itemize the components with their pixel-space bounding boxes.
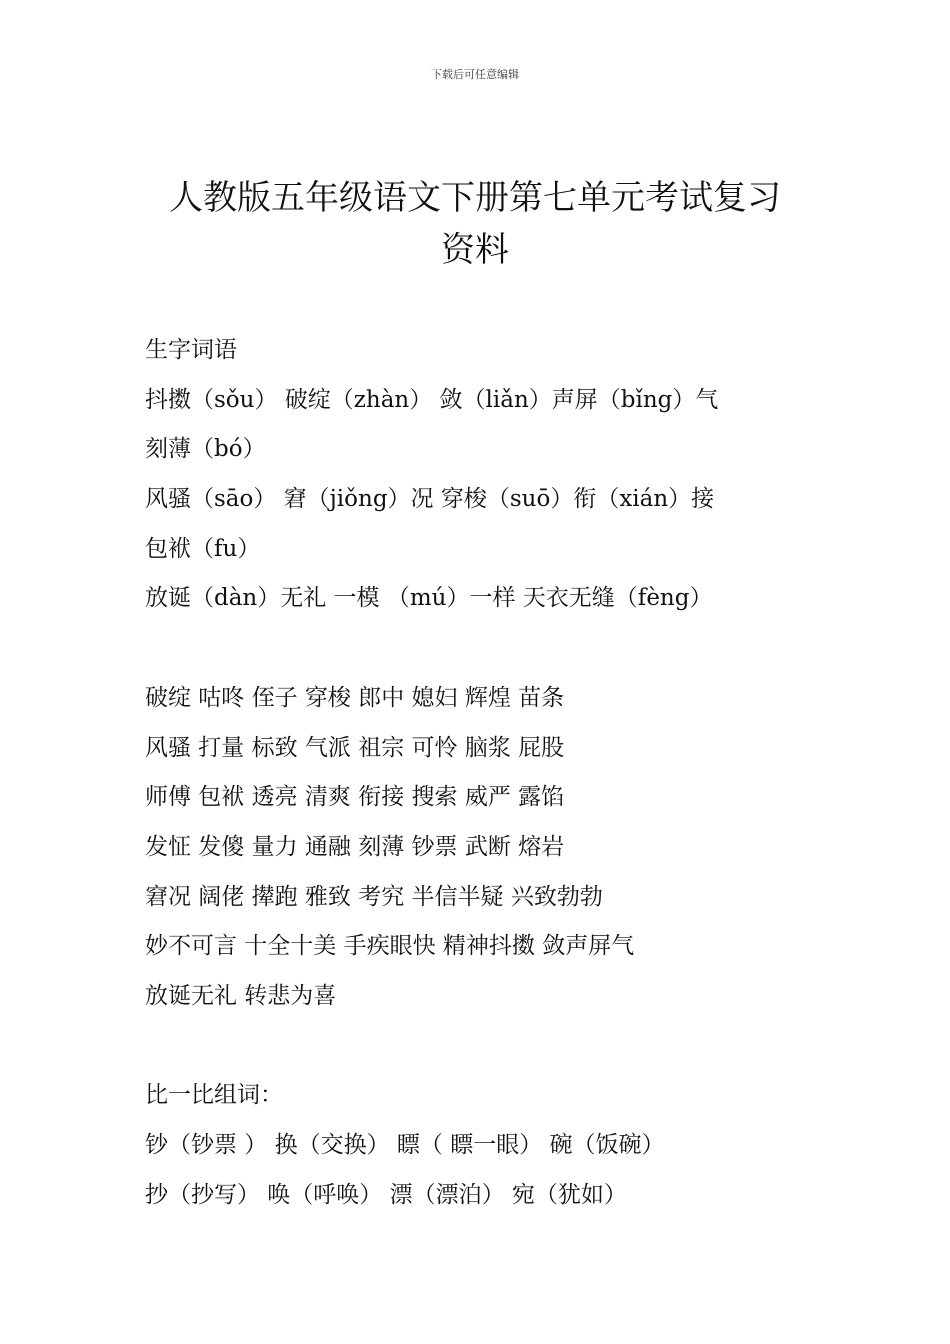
spacer [145,1022,825,1072]
pinyin-line: 风骚（sāo） 窘（jiǒng）况 穿梭（suō）衔（xián）接 [145,486,715,513]
pinyin-line: 刻薄（bó） [145,436,266,463]
document-title-line-2: 资料 [441,230,509,270]
pinyin-line: 抖擞（sǒu） 破绽（zhàn） 敛（liǎn）声屏（bǐng）气 [145,386,719,413]
word-list-line: 妙不可言 十全十美 手疾眼快 精神抖擞 敛声屏气 [145,933,635,960]
word-list-line: 破绽 咕咚 侄子 穿梭 郎中 媳妇 辉煌 苗条 [145,684,565,711]
word-list-line: 放诞无礼 转悲为喜 [145,982,337,1009]
pinyin-line: 放诞（dàn）无礼 一模 （mú）一样 天衣无缝（fèng） [145,585,713,612]
document-title [110,172,840,276]
spacer [145,624,825,674]
word-list-line: 风骚 打量 标致 气派 祖宗 可怜 脑浆 屁股 [145,734,565,761]
document-title-line-1: 人教版五年级语文下册第七单元考试复习 [169,178,781,218]
word-list-line: 师傅 包袱 透亮 清爽 衔接 搜索 威严 露馅 [145,784,565,811]
section-heading-compare: 比一比组词： [145,1082,283,1109]
compare-line: 钞（钞票 ） 换（交换） 瞟（ 瞟一眼） 碗（饭碗） [145,1132,665,1158]
header-note: 下载后可任意编辑 [431,68,519,81]
document-body [145,326,825,1220]
word-list-line: 发怔 发傻 量力 通融 刻薄 钞票 武断 熔岩 [145,833,565,860]
pinyin-line: 包袱（fu） [145,535,261,562]
word-list-line: 窘况 阔佬 撵跑 雅致 考究 半信半疑 兴致勃勃 [145,883,603,910]
compare-line: 抄（抄写） 唤（呼唤） 漂（漂泊） 宛（犹如） [145,1181,627,1208]
section-heading-vocab: 生字词语 [145,337,237,363]
